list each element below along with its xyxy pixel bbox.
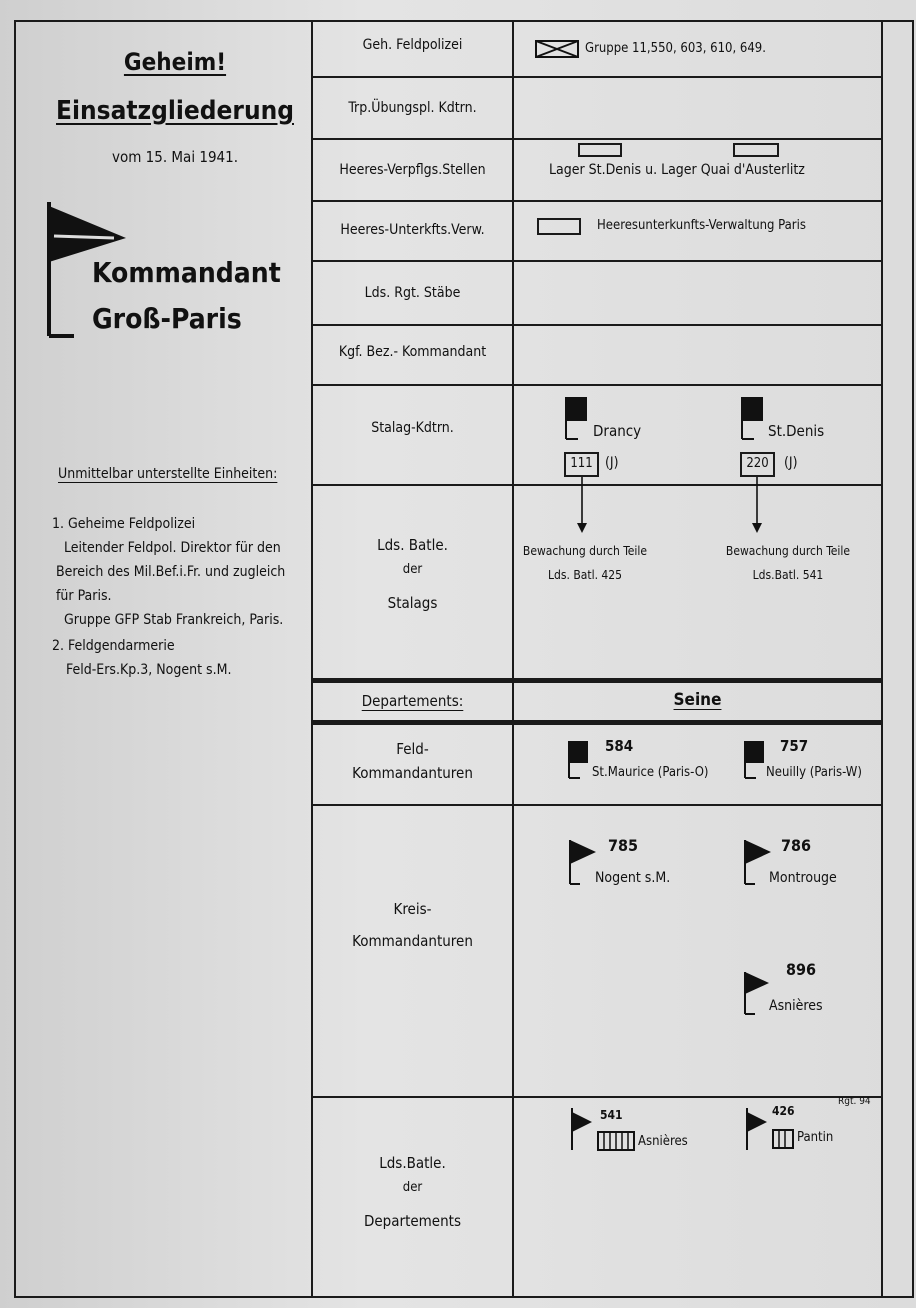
arrow-down-icon xyxy=(751,477,763,535)
guard-b-line1: Bewachung durch Teile xyxy=(725,544,851,558)
stalag-a-suffix: (J) xyxy=(605,455,619,471)
stalag-b-suffix: (J) xyxy=(784,455,798,471)
row-label-gfp: Geh. Feldpolizei xyxy=(362,37,463,53)
kreiskdtr-c-name: Asnières xyxy=(769,998,823,1014)
unit-name-line2: Groß-Paris xyxy=(92,302,242,335)
guard-b-line2: Lds.Batl. 541 xyxy=(752,568,824,582)
row-label-feldkdtr-2: Kommandanturen xyxy=(352,764,473,782)
row-label-departements: Departements: xyxy=(361,692,464,710)
departement-seine: Seine xyxy=(673,690,722,710)
kreiskdtr-a-number: 785 xyxy=(608,836,639,855)
row-label-lds-batle-stalags-1: Lds. Batle. xyxy=(377,536,448,554)
document-title: Einsatzgliederung xyxy=(56,96,294,126)
kreiskdtr-a-name: Nogent s.M. xyxy=(595,870,671,886)
row-label-unterk: Heeres-Unterkfts.Verw. xyxy=(340,222,485,238)
row-label-trp: Trp.Übungspl. Kdtrn. xyxy=(348,100,477,116)
row-label-lds-rgt: Lds. Rgt. Stäbe xyxy=(364,285,461,301)
depot-symbol-icon xyxy=(578,143,622,157)
guard-a-line1: Bewachung durch Teile xyxy=(522,544,648,558)
feldkdtr-b-number: 757 xyxy=(780,737,809,755)
stalag-a-number: 111 xyxy=(570,456,593,471)
row-label-stalag: Stalag-Kdtrn. xyxy=(371,420,454,436)
direct-units-line: für Paris. xyxy=(56,588,112,604)
secret-label: Geheim! xyxy=(123,48,227,76)
row-divider-thick xyxy=(311,720,882,725)
row-label-verpf: Heeres-Verpflgs.Stellen xyxy=(339,162,486,178)
stalag-flag-icon xyxy=(564,396,592,442)
stalag-b-name: St.Denis xyxy=(768,422,825,440)
row-label-lds-batle-stalags-2: der xyxy=(402,562,423,577)
row-divider xyxy=(311,804,882,806)
row-value-gfp: Gruppe 11,550, 603, 610, 649. xyxy=(585,41,766,56)
stalag-a-name: Drancy xyxy=(593,422,642,440)
guard-a-line2: Lds. Batl. 425 xyxy=(547,568,623,582)
direct-units-line: Bereich des Mil.Bef.i.Fr. und zugleich xyxy=(56,564,286,580)
stalag-b-number: 220 xyxy=(746,456,769,471)
row-label-lds-batle-dep-2: der xyxy=(402,1180,423,1195)
row-divider xyxy=(311,484,882,486)
row-divider xyxy=(311,260,882,262)
administration-symbol-icon xyxy=(537,218,581,235)
direct-units-line: Gruppe GFP Stab Frankreich, Paris. xyxy=(64,612,284,628)
battalion-a-name: Asnières xyxy=(638,1134,688,1149)
direct-units-heading: Unmittelbar unterstellte Einheiten: xyxy=(58,466,278,482)
direct-units-line: Leitender Feldpol. Direktor für den xyxy=(64,540,281,556)
arrow-down-icon xyxy=(576,477,588,535)
row-divider xyxy=(311,324,882,326)
column-divider-right xyxy=(881,20,883,1298)
gfp-symbol-icon xyxy=(535,40,579,58)
row-divider xyxy=(311,1096,882,1098)
battalion-b-name: Pantin xyxy=(797,1130,834,1145)
feldkdtr-b-name: Neuilly (Paris-W) xyxy=(766,765,862,780)
stalag-flag-icon xyxy=(740,396,768,442)
battalion-a-number: 541 xyxy=(600,1108,623,1122)
row-divider xyxy=(311,200,882,202)
row-label-kgf: Kgf. Bez.- Kommandant xyxy=(338,344,487,360)
kreiskdtr-c-number: 896 xyxy=(786,960,817,979)
kreiskdtr-b-number: 786 xyxy=(781,836,812,855)
row-label-lds-batle-stalags-3: Stalags xyxy=(387,594,438,612)
column-divider-middle xyxy=(512,20,514,1298)
row-label-lds-batle-dep-3: Departements xyxy=(363,1212,461,1230)
direct-units-line: Feld-Ers.Kp.3, Nogent s.M. xyxy=(66,662,232,678)
battalion-b-number: 426 xyxy=(772,1104,795,1118)
row-divider xyxy=(311,384,882,386)
kreiskdtr-b-name: Montrouge xyxy=(769,870,837,886)
row-value-unterk: Heeresunterkunfts-Verwaltung Paris xyxy=(597,218,806,233)
row-label-kreiskdtr-1: Kreis- xyxy=(393,900,432,918)
depot-symbol-icon xyxy=(733,143,779,157)
row-divider-thick xyxy=(311,678,882,683)
feldkdtr-a-number: 584 xyxy=(605,737,634,755)
row-divider xyxy=(311,138,882,140)
row-divider xyxy=(311,76,882,78)
unit-name-line1: Kommandant xyxy=(92,256,281,289)
direct-units-line: 1. Geheime Feldpolizei xyxy=(52,516,196,532)
direct-units-line: 2. Feldgendarmerie xyxy=(52,638,175,654)
column-divider-left xyxy=(311,20,313,1298)
row-label-kreiskdtr-2: Kommandanturen xyxy=(352,932,473,950)
feldkdtr-a-name: St.Maurice (Paris-O) xyxy=(592,765,709,780)
feldkommandantur-flag-icon xyxy=(567,740,595,782)
row-value-verpf: Lager St.Denis u. Lager Quai d'Austerlitz xyxy=(549,162,805,178)
row-label-lds-batle-dep-1: Lds.Batle. xyxy=(379,1154,446,1172)
row-label-feldkdtr-1: Feld- xyxy=(396,740,429,758)
document-date: vom 15. Mai 1941. xyxy=(112,148,238,166)
regiment-label: Rgt. 94 xyxy=(838,1096,871,1107)
